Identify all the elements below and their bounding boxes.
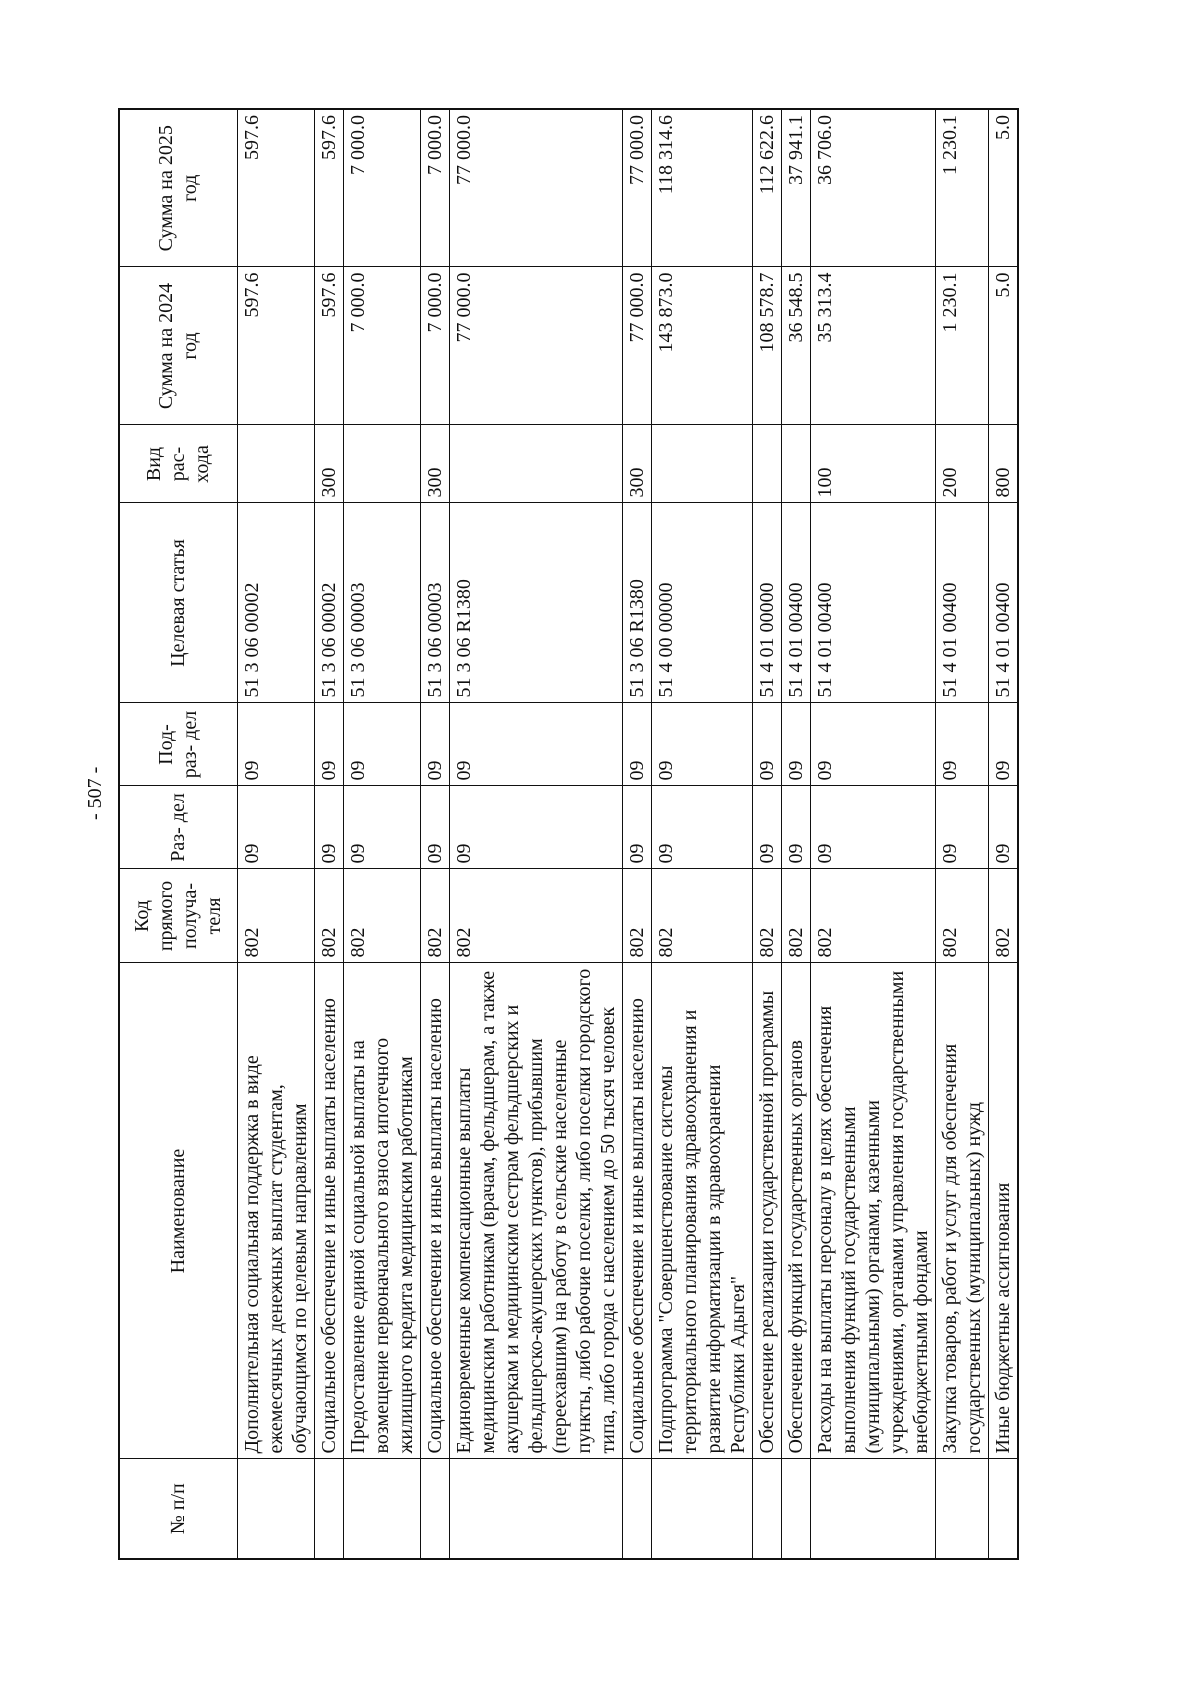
cell-subsection: 09: [810, 703, 935, 786]
cell-target: 51 3 06 00003: [420, 503, 449, 703]
cell-sum-2025: 597.6: [314, 109, 343, 267]
cell-subsection: 09: [752, 703, 781, 786]
header-name: Наименование: [119, 963, 237, 1459]
cell-sum-2024: 35 313.4: [810, 267, 935, 425]
cell-sum-2024: 77 000.0: [449, 267, 622, 425]
cell-sum-2024: 1 230.1: [935, 267, 988, 425]
cell-sum-2024: 597.6: [237, 267, 314, 425]
cell-sum-2024: 597.6: [314, 267, 343, 425]
cell-target: 51 3 06 R1380: [622, 503, 651, 703]
table-row: [420, 109, 449, 1559]
cell-subsection: 09: [622, 703, 651, 786]
header-section: Раз- дел: [119, 786, 237, 869]
cell-target: 51 4 00 00000: [651, 503, 752, 703]
cell-sum-2025: 5.0: [988, 109, 1018, 267]
table-row: [314, 109, 343, 1559]
cell-sum-2024: 36 548.5: [781, 267, 810, 425]
cell-expense-type: 800: [988, 425, 1018, 503]
cell-sum-2025: 1 230.1: [935, 109, 988, 267]
cell-expense-type: [237, 425, 314, 503]
cell-target: 51 4 01 00400: [988, 503, 1018, 703]
cell-expense-type: [651, 425, 752, 503]
cell-num: [343, 1459, 420, 1559]
cell-sum-2024: 108 578.7: [752, 267, 781, 425]
cell-subsection: 09: [237, 703, 314, 786]
cell-sum-2025: 112 622.6: [752, 109, 781, 267]
cell-name: Расходы на выплаты персоналу в целях обеспечения выполнения функций государственными (муниципальными) органами, казенными учреждениями, органами управления государственными внебюджетными фондами: [810, 963, 935, 1459]
cell-name: Обеспечение функций государственных органов: [781, 963, 810, 1459]
page-number: - 507 -: [84, 766, 106, 820]
table-row: [988, 109, 1018, 1559]
cell-name: Единовременные компенсационные выплаты медицинским работникам (врачам, фельдшерам, а также акушеркам и медицинским сестрам фельдшерских и фельдшерско-акушерских пунктов), прибывшим (переехавшим) на работу в сельские населенные пункты, либо рабочие поселки, либо поселки городского типа, либо города с населением до 50 тысяч человек: [449, 963, 622, 1459]
cell-subsection: 09: [420, 703, 449, 786]
header-sum-2024: Сумма на 2024 год: [119, 267, 237, 425]
cell-subsection: 09: [651, 703, 752, 786]
cell-target: 51 3 06 R1380: [449, 503, 622, 703]
cell-sum-2024: 77 000.0: [622, 267, 651, 425]
cell-name: Социальное обеспечение и иные выплаты населению: [314, 963, 343, 1459]
table-row: [781, 109, 810, 1559]
header-expense-type: Вид рас- хода: [119, 425, 237, 503]
cell-section: 09: [343, 786, 420, 869]
cell-name: Подпрограмма "Совершенствование системы территориального планирования здравоохранения и развитие информатизации в здравоохранении Республики Адыгея": [651, 963, 752, 1459]
cell-num: [781, 1459, 810, 1559]
cell-expense-type: [752, 425, 781, 503]
cell-expense-type: [449, 425, 622, 503]
cell-subsection: 09: [314, 703, 343, 786]
cell-recipient: 802: [781, 869, 810, 963]
cell-target: 51 4 01 00000: [752, 503, 781, 703]
header-subsection: Под- раз- дел: [119, 703, 237, 786]
cell-num: [622, 1459, 651, 1559]
cell-expense-type: 100: [810, 425, 935, 503]
cell-subsection: 09: [935, 703, 988, 786]
cell-expense-type: 300: [314, 425, 343, 503]
cell-expense-type: [343, 425, 420, 503]
cell-section: 09: [935, 786, 988, 869]
cell-sum-2025: 7 000.0: [420, 109, 449, 267]
cell-subsection: 09: [988, 703, 1018, 786]
cell-num: [420, 1459, 449, 1559]
budget-table: [118, 108, 1019, 1560]
cell-num: [651, 1459, 752, 1559]
header-sum-2025: Сумма на 2025 год: [119, 109, 237, 267]
cell-sum-2025: 37 941.1: [781, 109, 810, 267]
cell-sum-2024: 143 873.0: [651, 267, 752, 425]
cell-section: 09: [449, 786, 622, 869]
cell-subsection: 09: [449, 703, 622, 786]
cell-name: Закупка товаров, работ и услуг для обеспечения государственных (муниципальных) нужд: [935, 963, 988, 1459]
table-row: [449, 109, 622, 1559]
cell-target: 51 4 01 00400: [810, 503, 935, 703]
cell-sum-2025: 36 706.0: [810, 109, 935, 267]
cell-section: 09: [622, 786, 651, 869]
cell-expense-type: 300: [420, 425, 449, 503]
cell-recipient: 802: [988, 869, 1018, 963]
cell-subsection: 09: [781, 703, 810, 786]
cell-num: [314, 1459, 343, 1559]
cell-recipient: 802: [651, 869, 752, 963]
cell-recipient: 802: [314, 869, 343, 963]
header-num: № п/п: [119, 1459, 237, 1559]
cell-target: 51 3 06 00002: [314, 503, 343, 703]
cell-name: Предоставление единой социальной выплаты на возмещение первоначального взноса ипотечного жилищного кредита медицинским работникам: [343, 963, 420, 1459]
cell-expense-type: 300: [622, 425, 651, 503]
table-header-row: [119, 109, 237, 1559]
cell-recipient: 802: [237, 869, 314, 963]
cell-sum-2025: 597.6: [237, 109, 314, 267]
cell-section: 09: [810, 786, 935, 869]
header-recipient: Код прямого получа- теля: [119, 869, 237, 963]
table-row: [935, 109, 988, 1559]
cell-sum-2024: 7 000.0: [343, 267, 420, 425]
cell-expense-type: 200: [935, 425, 988, 503]
cell-sum-2024: 7 000.0: [420, 267, 449, 425]
cell-target: 51 4 01 00400: [935, 503, 988, 703]
cell-name: Обеспечение реализации государственной программы: [752, 963, 781, 1459]
cell-section: 09: [988, 786, 1018, 869]
table-row: [752, 109, 781, 1559]
cell-recipient: 802: [343, 869, 420, 963]
cell-section: 09: [314, 786, 343, 869]
cell-sum-2025: 77 000.0: [449, 109, 622, 267]
cell-section: 09: [752, 786, 781, 869]
cell-recipient: 802: [810, 869, 935, 963]
cell-recipient: 802: [935, 869, 988, 963]
cell-recipient: 802: [420, 869, 449, 963]
cell-target: 51 4 01 00400: [781, 503, 810, 703]
cell-sum-2025: 77 000.0: [622, 109, 651, 267]
table-container: [118, 110, 1078, 1560]
table-row: [343, 109, 420, 1559]
cell-target: 51 3 06 00003: [343, 503, 420, 703]
cell-num: [449, 1459, 622, 1559]
cell-expense-type: [781, 425, 810, 503]
cell-recipient: 802: [752, 869, 781, 963]
cell-sum-2025: 118 314.6: [651, 109, 752, 267]
cell-sum-2024: 5.0: [988, 267, 1018, 425]
cell-num: [752, 1459, 781, 1559]
cell-num: [237, 1459, 314, 1559]
cell-name: Иные бюджетные ассигнования: [988, 963, 1018, 1459]
cell-recipient: 802: [449, 869, 622, 963]
header-target: Целевая статья: [119, 503, 237, 703]
cell-sum-2025: 7 000.0: [343, 109, 420, 267]
cell-section: 09: [781, 786, 810, 869]
table-row: [810, 109, 935, 1559]
table-row: [651, 109, 752, 1559]
cell-section: 09: [420, 786, 449, 869]
cell-target: 51 3 06 00002: [237, 503, 314, 703]
cell-name: Социальное обеспечение и иные выплаты населению: [420, 963, 449, 1459]
cell-name: Дополнительная социальная поддержка в виде ежемесячных денежных выплат студентам, обучающимся по целевым направлениям: [237, 963, 314, 1459]
cell-num: [810, 1459, 935, 1559]
cell-section: 09: [651, 786, 752, 869]
cell-recipient: 802: [622, 869, 651, 963]
cell-name: Социальное обеспечение и иные выплаты населению: [622, 963, 651, 1459]
cell-subsection: 09: [343, 703, 420, 786]
table-row: [622, 109, 651, 1559]
table-row: [237, 109, 314, 1559]
cell-num: [988, 1459, 1018, 1559]
cell-section: 09: [237, 786, 314, 869]
cell-num: [935, 1459, 988, 1559]
